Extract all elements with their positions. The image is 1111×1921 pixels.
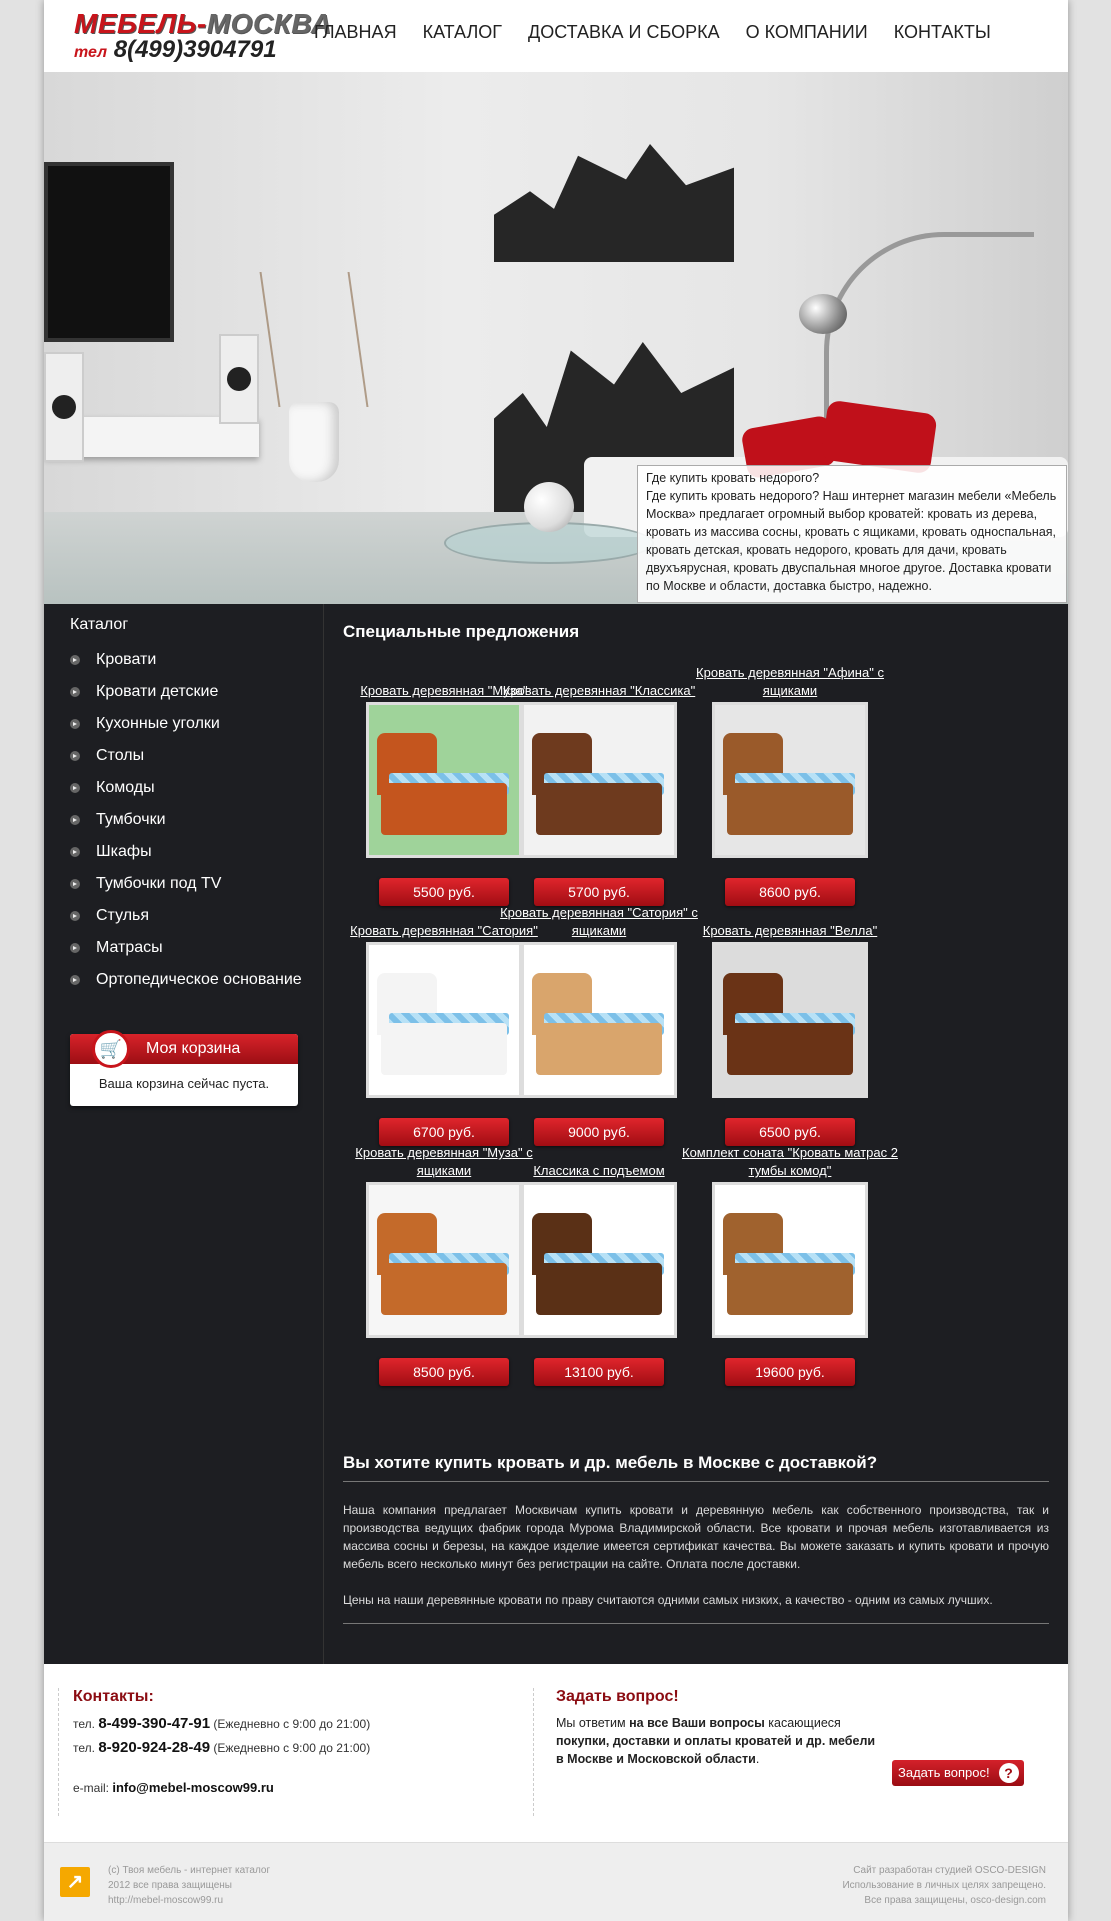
cart-title: Моя корзина bbox=[146, 1040, 241, 1057]
about-text bbox=[343, 1501, 1049, 1609]
cart-header[interactable] bbox=[70, 1034, 298, 1064]
footer-copyright: (c) Твоя мебель - интернет каталог 2012 все права защищены http://mebel-moscow99.ru bbox=[108, 1865, 271, 1906]
divider bbox=[343, 1481, 1049, 1482]
cart-icon: 🛒 bbox=[92, 1030, 130, 1068]
price-button[interactable]: 13100 руб. bbox=[534, 1358, 664, 1386]
sidebar-menu bbox=[70, 644, 302, 996]
product-card bbox=[489, 904, 709, 1146]
product-link[interactable]: Кровать деревянная "Муза" bbox=[360, 683, 528, 698]
contact-phone-row: тел. 8-920-924-28-49 (Ежедневно с 9:00 до 21:00) bbox=[73, 1739, 371, 1756]
hero-art-top bbox=[494, 144, 734, 262]
sidebar-item[interactable] bbox=[70, 836, 302, 868]
sidebar-item-label: Шкафы bbox=[96, 843, 152, 860]
product-image[interactable] bbox=[712, 942, 868, 1098]
product-card bbox=[489, 1144, 709, 1386]
product-link[interactable]: Кровать деревянная "Сатория" bbox=[350, 923, 538, 938]
bed-frame bbox=[536, 1263, 662, 1315]
bullet-arrow-icon bbox=[70, 975, 80, 985]
cart-widget bbox=[70, 1034, 298, 1106]
sidebar-item[interactable] bbox=[70, 644, 302, 676]
cart-status: Ваша корзина сейчас пуста. bbox=[98, 1076, 270, 1091]
hero-speaker bbox=[219, 334, 259, 424]
product-card bbox=[680, 664, 900, 906]
hero-textbox bbox=[637, 465, 1067, 603]
sidebar-item[interactable] bbox=[70, 900, 302, 932]
product-link[interactable]: Кровать деревянная "Классика" bbox=[502, 683, 696, 698]
arrow-icon[interactable]: ↗ bbox=[60, 1867, 90, 1897]
bed-frame bbox=[536, 783, 662, 835]
contacts-title: Контакты: bbox=[73, 1688, 154, 1705]
main-nav bbox=[314, 22, 991, 43]
phone-2[interactable]: 8-920-924-28-49 bbox=[98, 1739, 211, 1756]
nav-contacts[interactable]: КОНТАКТЫ bbox=[893, 22, 991, 42]
contacts-section bbox=[44, 1664, 1068, 1842]
header bbox=[44, 0, 1068, 72]
nav-delivery[interactable]: ДОСТАВКА И СБОРКА bbox=[528, 22, 720, 42]
price-button[interactable]: 9000 руб. bbox=[534, 1118, 664, 1146]
sidebar-item-label: Тумбочки под TV bbox=[96, 875, 222, 892]
hero-speaker bbox=[44, 352, 84, 462]
sidebar-item[interactable] bbox=[70, 676, 302, 708]
nav-about[interactable]: О КОМПАНИИ bbox=[745, 22, 868, 42]
bullet-arrow-icon bbox=[70, 687, 80, 697]
phone-1[interactable]: 8-499-390-47-91 bbox=[98, 1715, 211, 1732]
page bbox=[44, 0, 1068, 1921]
question-title: Задать вопрос! bbox=[556, 1688, 679, 1705]
sidebar-item[interactable] bbox=[70, 868, 302, 900]
sidebar-item-label: Кухонные уголки bbox=[96, 715, 220, 732]
logo[interactable]: МЕБЕЛЬ-МОСКВА bbox=[74, 8, 332, 39]
ask-question-button[interactable]: Задать вопрос! ? bbox=[892, 1760, 1024, 1786]
contacts-block bbox=[58, 1688, 534, 1816]
sidebar-item-label: Кровати bbox=[96, 651, 157, 668]
bullet-arrow-icon bbox=[70, 815, 80, 825]
product-image[interactable] bbox=[521, 702, 677, 858]
sidebar-item-label: Кровати детские bbox=[96, 683, 219, 700]
footer-credits: Сайт разработан студией OSCO-DESIGN Использование в личных целях запрещено. Все права защищены, osco-design.com bbox=[842, 1865, 1046, 1906]
about-paragraph: Цены на наши деревянные кровати по праву считаются одними самых низких, а качество - одним из самых лучших. bbox=[343, 1593, 993, 1607]
bullet-arrow-icon bbox=[70, 751, 80, 761]
hero-heading: Где купить кровать недорого? bbox=[646, 471, 820, 485]
sidebar-item-label: Стулья bbox=[96, 907, 150, 924]
sidebar-item[interactable] bbox=[70, 932, 302, 964]
footer bbox=[44, 1842, 1068, 1921]
question-block bbox=[556, 1688, 1036, 1781]
price-button[interactable]: 5700 руб. bbox=[534, 878, 664, 906]
hero-branches bbox=[260, 272, 369, 407]
hero-text: Где купить кровать недорого? Наш интернет магазин мебели «Мебель Москва» предлагает огромный выбор кроватей: кровать из дерева, кровать из массива сосны, кровать с ящиками, кровать односпальная, кровать детская, кровать недорого, кровать для дачи, кровать двухъярусная, кровать двуспальная многое другое. Доставка кровати по Москве и области, доставка быстро, надежно. bbox=[646, 489, 1057, 593]
product-card bbox=[680, 904, 900, 1146]
bullet-arrow-icon bbox=[70, 719, 80, 729]
product-link[interactable]: Классика с подъемом bbox=[533, 1163, 665, 1178]
content bbox=[324, 604, 1068, 1664]
nav-catalog[interactable]: КАТАЛОГ bbox=[422, 22, 503, 42]
bed-frame bbox=[727, 1263, 853, 1315]
sidebar-item-label: Ортопедическое основание bbox=[96, 971, 302, 988]
sidebar-item-label: Матрасы bbox=[96, 939, 163, 956]
hero-vase bbox=[289, 402, 339, 482]
bullet-arrow-icon bbox=[70, 655, 80, 665]
sidebar-item[interactable] bbox=[70, 708, 302, 740]
bed-frame bbox=[727, 783, 853, 835]
hero-lamp bbox=[799, 294, 847, 334]
sidebar-item[interactable] bbox=[70, 964, 302, 996]
question-icon: ? bbox=[999, 1763, 1019, 1783]
price-button[interactable]: 8600 руб. bbox=[725, 878, 855, 906]
bullet-arrow-icon bbox=[70, 911, 80, 921]
sidebar-title: Каталог bbox=[70, 616, 129, 633]
bed-frame bbox=[727, 1023, 853, 1075]
product-image[interactable] bbox=[712, 702, 868, 858]
sidebar-item-label: Столы bbox=[96, 747, 145, 764]
product-link[interactable]: Кровать деревянная "Сатория" с ящиками bbox=[500, 905, 698, 938]
price-button[interactable]: 6500 руб. bbox=[725, 1118, 855, 1146]
hero-tv bbox=[44, 162, 174, 342]
hero-banner bbox=[44, 72, 1068, 604]
bullet-arrow-icon bbox=[70, 847, 80, 857]
product-image[interactable] bbox=[521, 942, 677, 1098]
bullet-arrow-icon bbox=[70, 943, 80, 953]
nav-home[interactable]: ГЛАВНАЯ bbox=[314, 22, 397, 42]
price-button[interactable]: 6700 руб. bbox=[379, 1118, 509, 1146]
sidebar-item-label: Комоды bbox=[96, 779, 155, 796]
product-link[interactable]: Кровать деревянная "Афина" с ящиками bbox=[696, 665, 884, 698]
question-text: Мы ответим на все Ваши вопросы касающиеся покупки, доставки и оплаты кроватей и др. мебели в Москве и Московской области. bbox=[556, 1716, 876, 1766]
contact-phone-row: тел. 8-499-390-47-91 (Ежедневно с 9:00 до 21:00) bbox=[73, 1715, 371, 1732]
product-link[interactable]: Комплект соната "Кровать матрас 2 тумбы комод" bbox=[682, 1145, 898, 1178]
bullet-arrow-icon bbox=[70, 879, 80, 889]
sidebar-item[interactable] bbox=[70, 804, 302, 836]
about-title: Вы хотите купить кровать и др. мебель в Москве с доставкой? bbox=[343, 1453, 878, 1472]
product-image[interactable] bbox=[712, 1182, 868, 1338]
price-button[interactable]: 8500 руб. bbox=[379, 1358, 509, 1386]
price-button[interactable]: 19600 руб. bbox=[725, 1358, 855, 1386]
bed-frame bbox=[536, 1023, 662, 1075]
product-link[interactable]: Кровать деревянная "Велла" bbox=[702, 923, 878, 938]
bullet-arrow-icon bbox=[70, 783, 80, 793]
offers-title: Специальные предложения bbox=[343, 622, 580, 641]
email-link[interactable]: info@mebel-moscow99.ru bbox=[112, 1780, 274, 1795]
contact-email-row: e-mail: info@mebel-moscow99.ru bbox=[73, 1780, 274, 1795]
sidebar-item[interactable] bbox=[70, 772, 302, 804]
sidebar-item-label: Тумбочки bbox=[96, 811, 166, 828]
about-paragraph: Наша компания предлагает Москвичам купить кровати и деревянную мебель как собственного производства, так и производства ведущих фабрик города Мурома Владимирской области. Все кровати и прочая мебель изготавливается из массива сосны и березы, на каждое изделие имеется сертификат качества. Вы можете заказать и купить кровати и прочую мебель всего несколько минут без регистрации на сайте. Оплата после доставки. bbox=[343, 1503, 1049, 1571]
header-phone: тел 8(499)3904791 bbox=[74, 36, 277, 63]
product-link[interactable]: Кровать деревянная "Муза" с ящиками bbox=[355, 1145, 533, 1178]
sidebar-item[interactable] bbox=[70, 740, 302, 772]
sidebar bbox=[44, 604, 324, 1664]
hero-ball bbox=[524, 482, 574, 532]
main-area bbox=[44, 604, 1068, 1664]
divider bbox=[343, 1623, 1049, 1624]
product-card bbox=[680, 1144, 900, 1386]
price-button[interactable]: 5500 руб. bbox=[379, 878, 509, 906]
product-image[interactable] bbox=[521, 1182, 677, 1338]
product-card bbox=[489, 664, 709, 906]
